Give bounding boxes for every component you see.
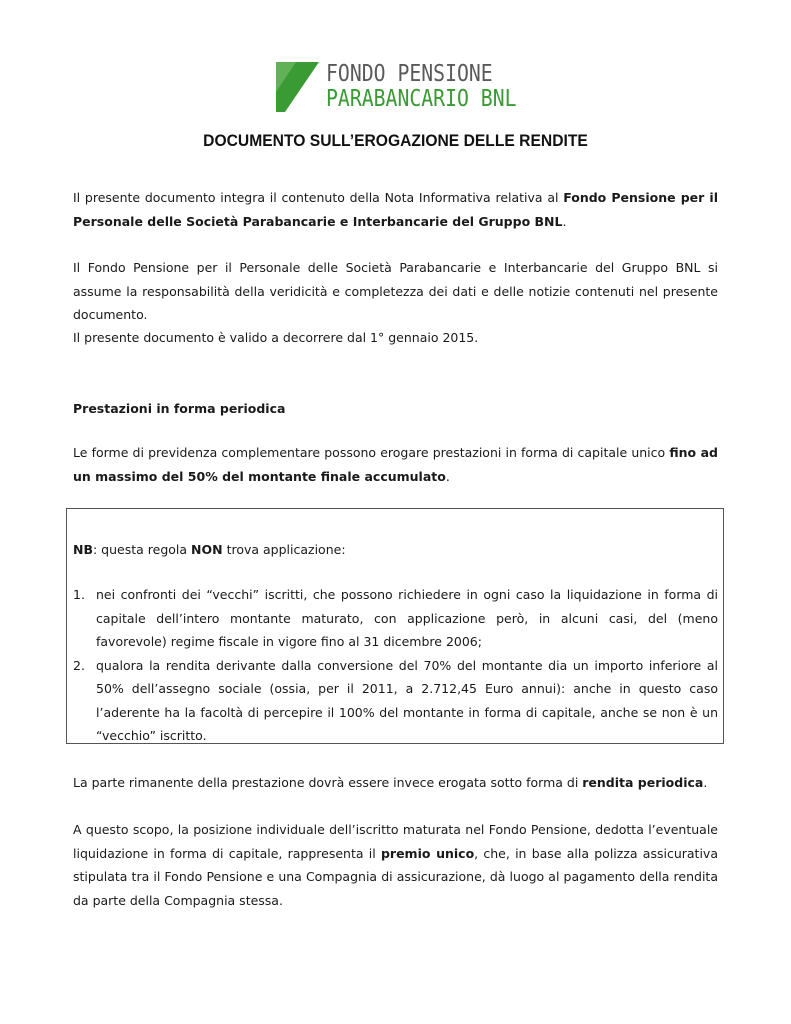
nb-list — [73, 583, 718, 748]
logo-mark-icon — [276, 62, 319, 112]
responsibility-paragraph: Il Fondo Pensione per il Personale delle Società Parabancarie e Interbancarie del Gruppo BNL si assume la responsabilità della veridicità e completezza dei dati e delle notizie contenuti nel presente documento. — [73, 260, 718, 322]
section-heading: Prestazioni in forma periodica — [73, 401, 286, 416]
premio-bold: premio unico — [380, 845, 475, 861]
intro-fund-name: Fondo Pensione per il Personale delle Società Parabancarie e Interbancarie del Gruppo BNL — [73, 190, 718, 229]
nb-label: NB — [73, 542, 93, 557]
logo-line-2: PARABANCARIO BNL — [326, 86, 517, 112]
list-number: 1. — [73, 587, 85, 602]
intro-text: Il presente documento integra il contenuto della Nota Informativa relativa al — [73, 190, 564, 205]
capital-text: Le forme di previdenza complementare possono erogare prestazioni in forma di capitale unico — [73, 445, 670, 460]
nb-non: NON — [191, 542, 223, 557]
capital-limit: fino ad un massimo del 50% del montante finale accumulato — [73, 445, 718, 484]
premio-end: , che, in base alla polizza assicurativa stipulata tra il Fondo Pensione e una Compagnia di assicurazione, dà luogo al pagamento della rendita da parte della Compagnia stessa. — [73, 845, 718, 908]
logo-wordmark — [326, 62, 548, 112]
premio-text: A questo scopo, la posizione individuale dell’iscritto maturata nel Fondo Pensione, dedotta l’eventuale liquidazione in forma di capitale, rappresenta il — [73, 822, 718, 861]
logo-line-1: FONDO PENSIONE — [326, 61, 493, 87]
rendita-text: La parte rimanente della prestazione dovrà essere invece erogata sotto forma di — [73, 775, 583, 790]
intro-paragraph — [73, 186, 718, 233]
capital-paragraph — [73, 441, 718, 488]
nb-text-2: trova applicazione: — [222, 542, 346, 557]
fund-logo — [276, 62, 526, 112]
nb-intro — [73, 538, 346, 561]
rendita-bold: rendita periodica — [582, 775, 704, 790]
intro-end: . — [562, 213, 567, 229]
list-number: 2. — [73, 657, 85, 673]
capital-end: . — [445, 468, 450, 484]
premio-paragraph — [73, 818, 718, 912]
rendita-paragraph — [73, 771, 718, 795]
nb-text-1: : questa regola — [93, 542, 192, 557]
validity-paragraph: Il presente documento è valido a decorrere dal 1° gennaio 2015. — [73, 330, 479, 345]
document-title: DOCUMENTO SULL’EROGAZIONE DELLE RENDITE — [203, 131, 588, 150]
list-text: nei confronti dei “vecchi” iscritti, che possono richiedere in ogni caso la liquidazione in forma di capitale dell’intero montante maturato, con applicazione però, in alcuni casi, del (meno favorevole) regime fiscale in vigore fino al 31 dicembre 2006; — [96, 587, 718, 649]
rendita-end: . — [703, 775, 708, 790]
list-item — [73, 583, 718, 654]
list-item — [73, 654, 718, 748]
list-text: qualora la rendita derivante dalla conversione del 70% del montante dia un importo inferiore al 50% dell’assegno sociale (ossia, per il 2011, a 2.712,45 Euro annui): anche in questo caso l’aderente ha la facoltà di percepire il 100% del montante in forma di capitale, anche se non è un “vecchio” iscritto. — [96, 657, 718, 743]
